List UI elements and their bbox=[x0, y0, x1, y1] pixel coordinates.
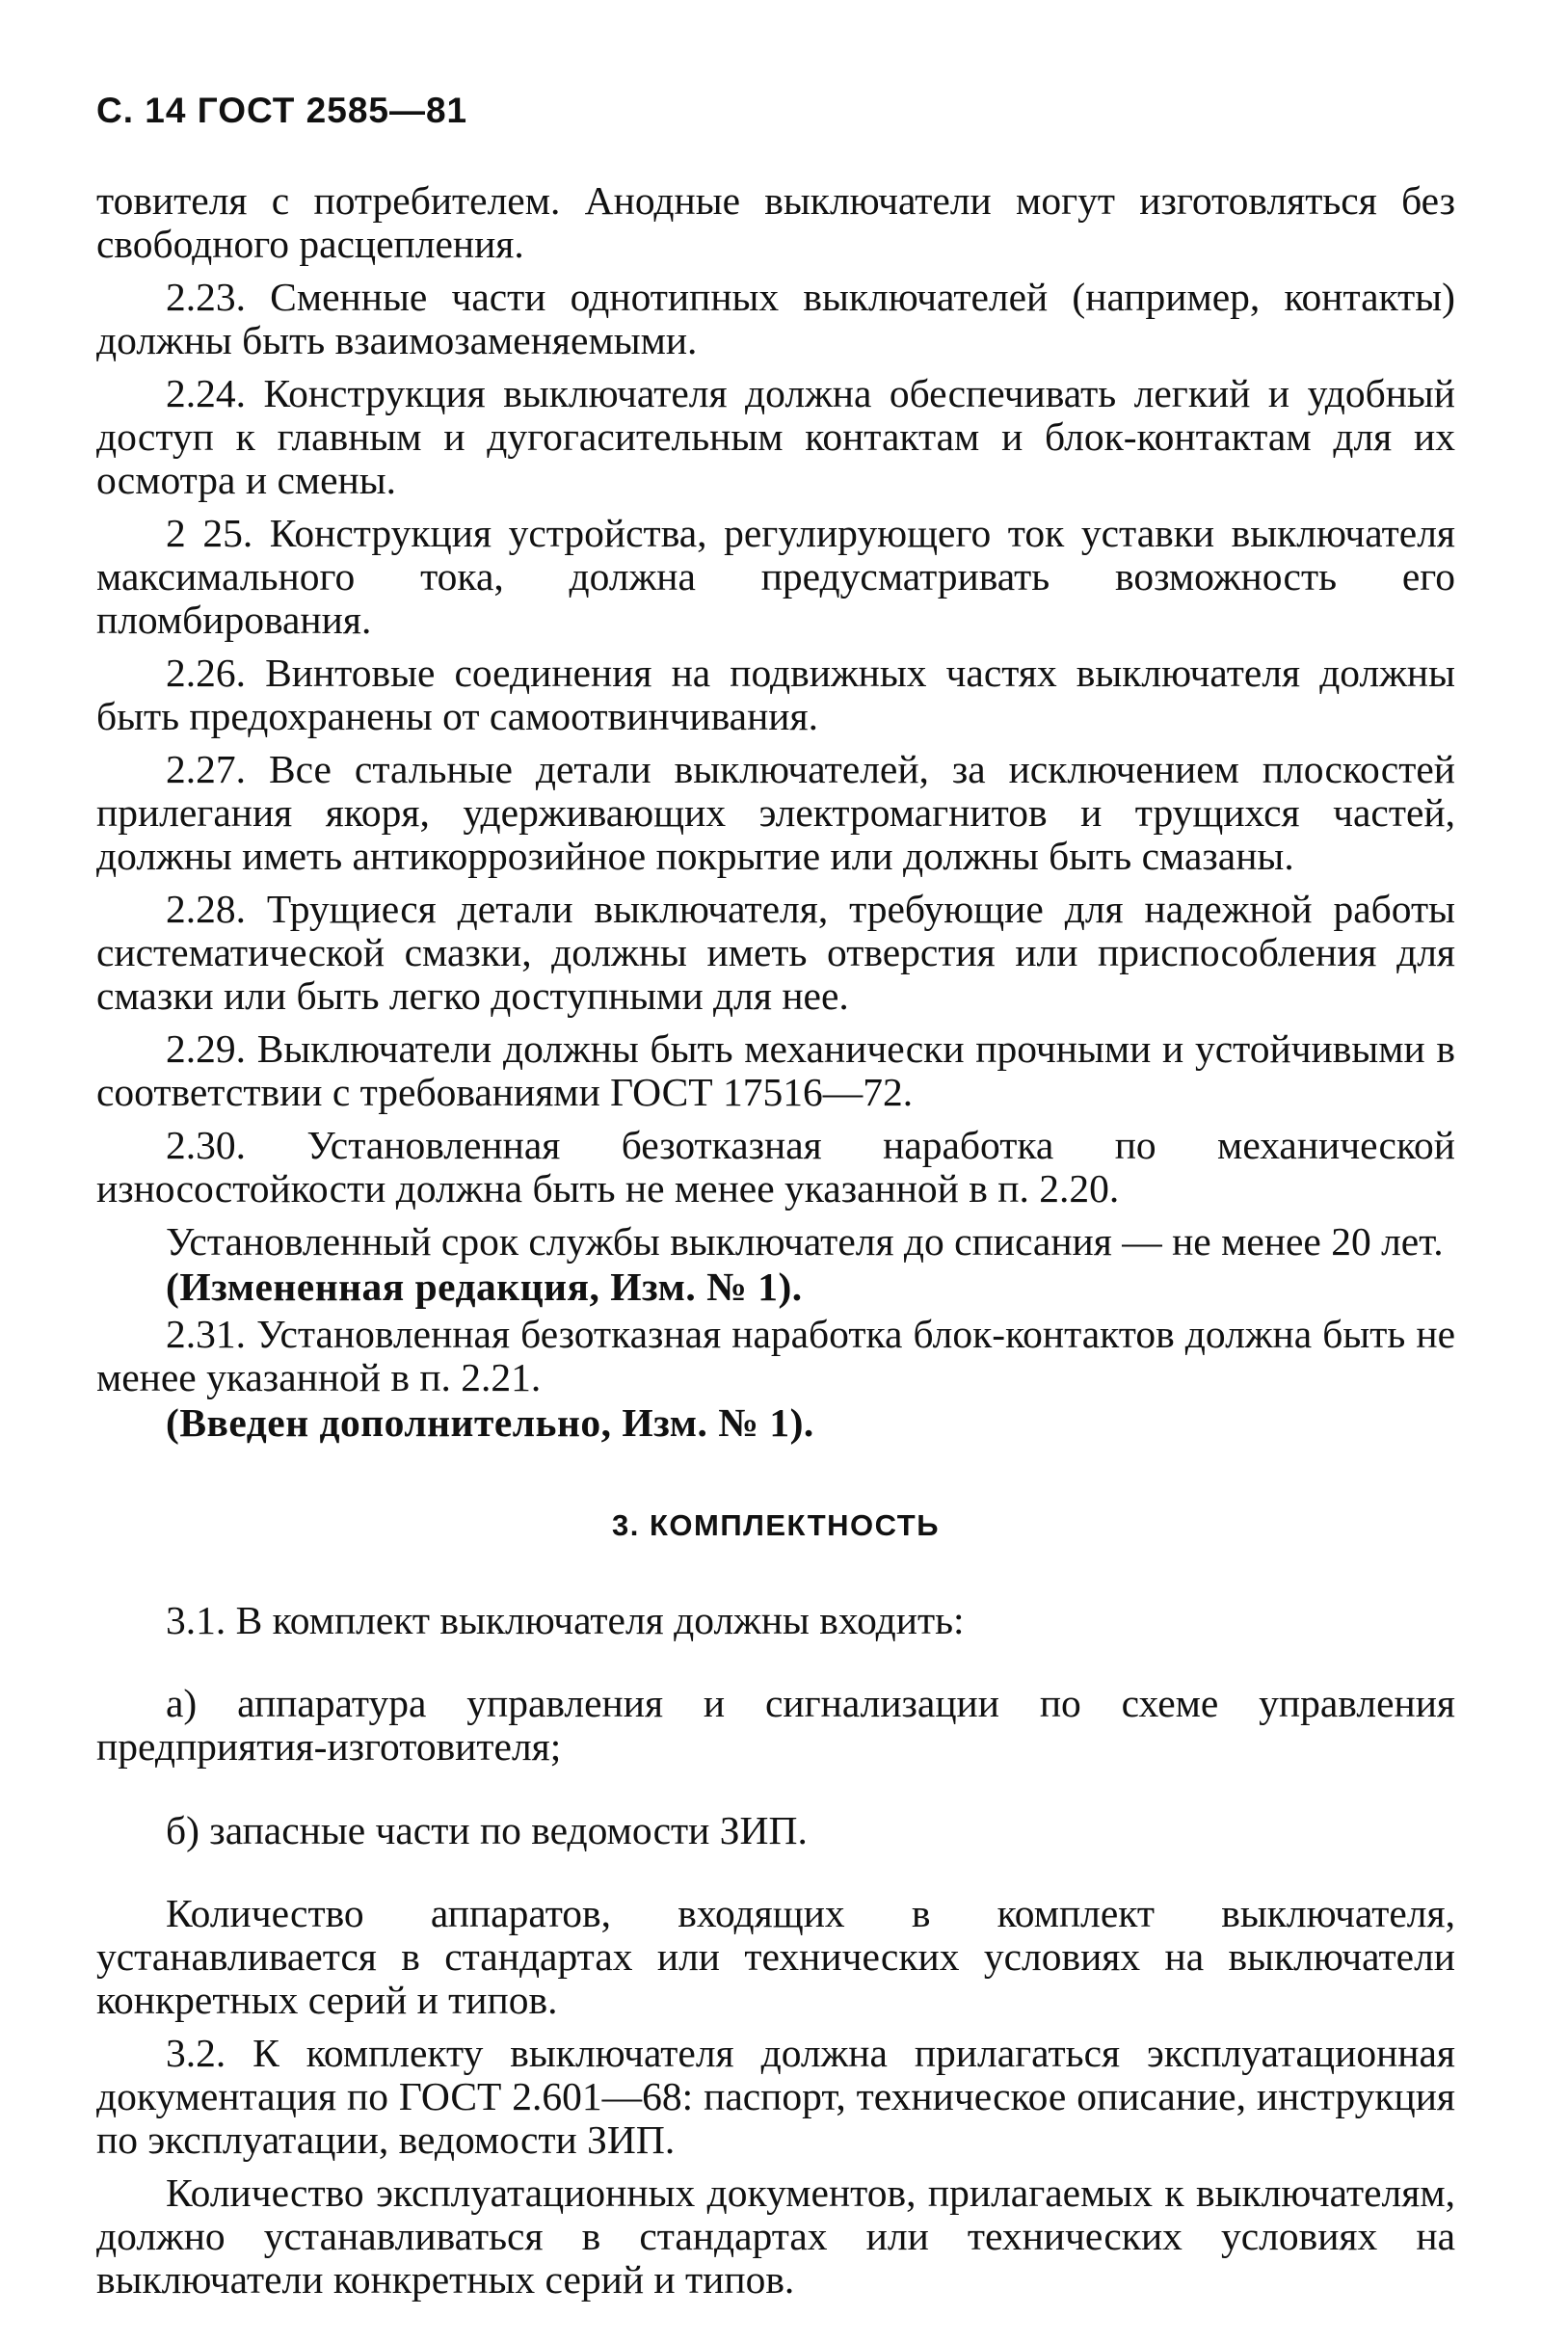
running-head: С. 14 ГОСТ 2585—81 bbox=[96, 91, 468, 130]
amendment-note-added: (Введен дополнительно, Изм. № 1). bbox=[166, 1399, 814, 1445]
paragraph-2-29: 2.29. Выключатели должны быть механически прочными и устойчивыми в соответствии с требованиями ГОСТ 17516—72. bbox=[96, 1025, 1455, 1114]
paragraph-2-30: 2.30. Установленная безотказная наработка по механической износостойкости должна быть не менее указанной в п. 2.20. bbox=[96, 1122, 1455, 1211]
paragraph-3-2: 3.2. К комплекту выключателя должна прилагаться эксплуатационная документация по ГОСТ 2.601—68: паспорт, техническое описание, инструкция по эксплуатации, ведомости ЗИП. bbox=[96, 2031, 1455, 2163]
paragraph-2-26: 2.26. Винтовые соединения на подвижных частях выключателя должны быть предохранены от самоотвинчивания. bbox=[96, 650, 1455, 738]
paragraph-2-31: 2.31. Установленная безотказная наработка блок-контактов должна быть не менее указанной в п. 2.21. bbox=[96, 1311, 1455, 1399]
paragraph-2-28: 2.28. Трущиеся детали выключателя, требующие для надежной работы систематической смазки, должны иметь отверстия или приспособления для смазки или быть легко доступными для нее. bbox=[96, 886, 1455, 1018]
paragraph-quantity: Количество аппаратов, входящих в комплект выключателя, устанавливается в стандартах или технических условиях на выключатели конкретных серий и типов. bbox=[96, 1891, 1455, 2023]
list-item-a: а) аппаратура управления и сигнализации по схеме управления предприятия-изготовителя; bbox=[96, 1681, 1455, 1770]
paragraph-service-life: Установленный срок службы выключателя до списания — не менее 20 лет. bbox=[166, 1218, 1444, 1264]
paragraph-3-1: 3.1. В комплект выключателя должны входить: bbox=[166, 1597, 965, 1642]
paragraph-2-24: 2.24. Конструкция выключателя должна обеспечивать легкий и удобный доступ к главным и дугогасительным контактам и блок-контактам для их осмотра и смены. bbox=[96, 370, 1455, 502]
paragraph-2-23: 2.23. Сменные части однотипных выключателей (например, контакты) должны быть взаимозаменяемыми. bbox=[96, 274, 1455, 362]
list-item-b: б) запасные части по ведомости ЗИП. bbox=[166, 1807, 808, 1852]
paragraph-2-27: 2.27. Все стальные детали выключателей, за исключением плоскостей прилегания якоря, удерживающих электромагнитов и трущихся частей, должны иметь антикоррозийное покрытие или должны быть смазаны. bbox=[96, 746, 1455, 878]
paragraph-documents: Количество эксплуатационных документов, прилагаемых к выключателям, должно устанавливаться в стандартах или технических условиях на выключатели конкретных серий и типов. bbox=[96, 2170, 1455, 2303]
section-title-completeness: 3. КОМПЛЕКТНОСТЬ bbox=[612, 1507, 940, 1542]
paragraph-2-25: 2 25. Конструкция устройства, регулирующего ток уставки выключателя максимального тока, должна предусматривать возможность его пломбирования. bbox=[96, 510, 1455, 642]
amendment-note-edited: (Измененная редакция, Изм. № 1). bbox=[166, 1264, 803, 1309]
paragraph-continuation: товителя с потребителем. Анодные выключатели могут изготовляться без свободного расцепления. bbox=[96, 177, 1455, 266]
document-page bbox=[96, 92, 1455, 2302]
